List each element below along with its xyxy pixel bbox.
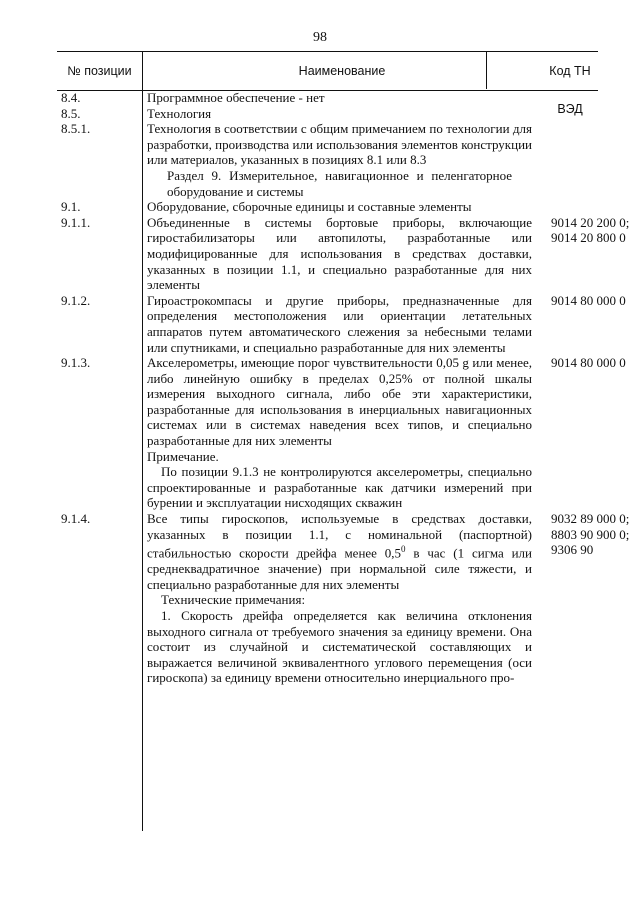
tn-ved-code: 9014 80 000 0 (551, 355, 626, 371)
table-row (57, 214, 630, 293)
column-divider-right (486, 51, 487, 89)
tn-ved-code: 9014 80 000 0 (551, 292, 626, 308)
degree-superscript: 0 (401, 544, 406, 555)
section-title: Раздел 9. Измерительное, навигационное и пеленгаторное оборудование и системы (167, 167, 512, 199)
row-position: 8.5. (61, 105, 81, 121)
row-position: 9.1. (61, 199, 81, 215)
row-name: Все типы гироскопов, используемые в средствах доставки, указанных в позиции 1.1, с номинальной (паспортной) стабильностью скорости дрейфа менее $0,5^0$ в час (1 сигма или среднеквадратичное значение) при нормальной силе тяжести, и специально разработанные для них элементы (147, 511, 532, 592)
row-name: Технология в соответствии с общим примечанием по технологии для разработки, производства или использования элементов конструкции или материалов, указанных в позициях 8.1 или 8.3 (147, 121, 532, 168)
header-name: Наименование (298, 64, 386, 78)
tn-ved-code: 9014 20 800 0 (551, 230, 626, 246)
row-position: 8.5.1. (61, 121, 91, 137)
row-position: 9.1.3. (61, 355, 91, 371)
row-name: Технология (147, 105, 212, 121)
row-position: 9.1.4. (61, 511, 91, 527)
tn-ved-code: 8803 90 900 0; (551, 526, 630, 542)
header-code: Код ТН ВЭД (549, 64, 591, 116)
row-name: Акселерометры, имеющие порог чувствительности 0,05 g или менее, либо линейную ошибку в пределах 0,25% от полной шкалы измерения выходного сигнала, либо обе эти характеристики, разработанные для использования в инерциальных навигационных системах или в системах наведения всех типов, и специально разработанные для них элементы (147, 355, 532, 449)
header-position: № позиции (67, 64, 132, 78)
note-heading: Технические примечания: (161, 592, 306, 608)
row-name: Объединенные в системы бортовые приборы, включающие гиростабилизаторы или автопилоты, разработанные или модифицированные для использования в средствах доставки, указанных в позиции 1.1, и специально разработанные для них элементы (147, 214, 532, 293)
row-name: Программное обеспечение - нет (147, 90, 325, 105)
page-number: 98 (313, 30, 327, 45)
section-row (57, 168, 598, 199)
table-row (57, 199, 598, 215)
table-row (57, 511, 630, 686)
table-row (57, 106, 598, 122)
note-text: По позиции 9.1.3 не контролируются акселерометры, специально спроектированные и разработанные как датчики измерений при бурении и эксплуатации нисходящих скважин (147, 464, 532, 511)
row-name: Оборудование, сборочные единицы и составные элементы (147, 199, 472, 215)
table-row (57, 292, 626, 355)
tn-ved-code: 9306 90 (551, 542, 594, 558)
row-position: 9.1.1. (61, 214, 91, 230)
table-row (57, 90, 598, 106)
table-row (57, 121, 598, 168)
note-heading: Примечание. (147, 448, 219, 464)
row-position: 9.1.2. (61, 292, 91, 308)
note-text: 1. Скорость дрейфа определяется как величина отклонения выходного сигнала от требуемого значения за единицу времени. Она состоит из случайной и систематической составляющих и выражается величиной эквивалентного углового перемещения (оси гироскопа) за единицу времени относительно инерциального про- (147, 607, 532, 686)
table-body (57, 90, 630, 686)
table-row (57, 355, 626, 511)
tn-ved-code: 9014 20 200 0; (551, 214, 630, 230)
row-name: Гироастрокомпасы и другие приборы, предназначенные для определения местоположения или ориентации летательных аппаратов путем автоматического слежения за небесными телами или спутниками, и специально разработанные для них элементы (147, 292, 532, 355)
row-position (57, 168, 142, 199)
row-position: 8.4. (61, 90, 81, 105)
tn-ved-code: 9032 89 000 0; (551, 511, 630, 527)
